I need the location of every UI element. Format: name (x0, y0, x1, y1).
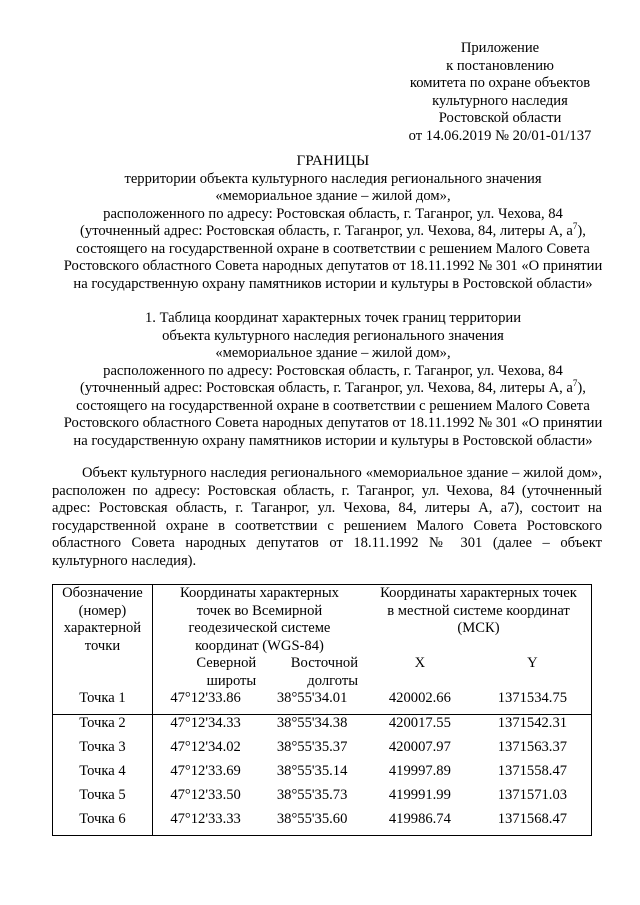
heading-line-text: ), (577, 223, 586, 239)
heading-superscript: 7 (572, 221, 578, 231)
table-heading-line: объекта культурного наследия регионального значения (162, 327, 504, 344)
heading-line: Ростовского областного Совета народных депутатов от 18.11.1992 № 301 «О принятии (63, 258, 603, 274)
table-row (53, 787, 592, 811)
header-text: Северной (196, 655, 257, 671)
header-text: (МСК) (457, 620, 500, 636)
header-designation (53, 585, 153, 691)
body-paragraph-text: Объект культурного наследия регионального «мемориальное здание – жилой дом», расположен по адресу: Ростовская область, г. Таганрог, ул. Чехова, 84 (уточненный адрес: Ростовская область, г. Таганрог, ул. Чехова, 84, литеры А, а7), состоит на государственной охране в соответствии с решением Малого Совета Ростовского областного Совета народных депутатов от 18.11.1992 № 301 (далее – объект культурного наследия). (52, 465, 602, 569)
header-text: в местной системе координат (387, 602, 570, 619)
header-text: Обозначение (62, 585, 143, 601)
table-heading-line (38, 380, 628, 398)
table-heading-line-text: ), (577, 380, 586, 396)
cell-y: 1371568.47 (474, 811, 592, 836)
cell-lon: 38°55'35.73 (276, 787, 348, 803)
cell-y: 1371558.47 (474, 763, 592, 787)
heading-line: на государственную охрану памятников истории и культуры в Ростовской области» (73, 275, 593, 292)
table-heading-line-text: (уточненный адрес: Ростовская область, г. Таганрог, ул. Чехова, 84, литеры А, а (80, 380, 573, 396)
header-text: характерной (63, 620, 142, 636)
table-heading-line: 1. Таблица координат характерных точек границ территории (144, 310, 522, 326)
cell-lon: 38°55'35.14 (276, 763, 348, 779)
header-text: Восточной (290, 655, 359, 671)
header-text: Координаты характерных точек (380, 585, 577, 601)
heading-line (38, 223, 628, 241)
header-x: X (414, 655, 426, 671)
table-row (53, 739, 592, 763)
header-text: геодезической системе (188, 620, 331, 636)
table-heading-line: состоящего на государственной охране в соответствии с решением Малого Совета (76, 397, 590, 414)
body-paragraph (52, 465, 602, 570)
header-text: долготы (307, 672, 359, 689)
cell-lon: 38°55'35.37 (276, 739, 348, 755)
cell-lon: 38°55'34.01 (276, 690, 348, 706)
cell-lon: 38°55'35.60 (258, 811, 366, 836)
table-heading-line: на государственную охрану памятников истории и культуры в Ростовской области» (73, 432, 593, 449)
annex-line: комитета по охране объектов (409, 75, 591, 91)
table-heading-line: расположенного по адресу: Ростовская область, г. Таганрог, ул. Чехова, 84 (103, 362, 563, 379)
annex-line: от 14.06.2019 № 20/01-01/137 (408, 127, 592, 144)
header-wgs (152, 585, 366, 656)
cell-x: 420017.55 (366, 715, 474, 740)
table-row (53, 763, 592, 787)
table-heading-line: «мемориальное здание – жилой дом», (215, 345, 451, 361)
cell-x: 419986.74 (366, 811, 474, 836)
document-heading (38, 153, 628, 293)
table-heading (38, 310, 628, 450)
header-text: точки (84, 637, 121, 654)
cell-lat: 47°12'33.50 (170, 787, 241, 803)
header-text: точек во Всемирной (196, 602, 323, 619)
header-lon (258, 655, 366, 690)
table-heading-superscript: 7 (572, 378, 578, 388)
cell-point: Точка 5 (53, 787, 153, 811)
annex-line: Ростовской области (438, 110, 562, 126)
heading-line: расположенного по адресу: Ростовская область, г. Таганрог, ул. Чехова, 84 (103, 205, 563, 222)
cell-lat: 47°12'34.02 (170, 739, 241, 755)
cell-point: Точка 6 (53, 811, 153, 836)
cell-y: 1371563.37 (474, 739, 592, 763)
cell-x: 419991.99 (388, 787, 451, 803)
header-y: Y (474, 655, 592, 690)
cell-x: 419997.89 (388, 763, 451, 779)
annex-line: культурного наследия (432, 92, 568, 109)
cell-lat: 47°12'33.86 (170, 690, 241, 706)
annex-block (380, 40, 620, 145)
header-text: (номер) (78, 602, 127, 619)
table-header-row (53, 585, 592, 656)
header-msk (366, 585, 591, 656)
heading-line-text: (уточненный адрес: Ростовская область, г. Таганрог, ул. Чехова, 84, литеры А, а (80, 223, 573, 239)
cell-lat: 47°12'34.33 (152, 715, 258, 740)
cell-lat: 47°12'33.69 (170, 763, 241, 779)
heading-line: территории объекта культурного наследия регионального значения (124, 170, 542, 187)
cell-point: Точка 4 (53, 763, 153, 787)
heading-line: «мемориальное здание – жилой дом», (215, 188, 451, 204)
table-heading-line: Ростовского областного Совета народных депутатов от 18.11.1992 № 301 «О принятии (63, 415, 603, 431)
cell-x: 420002.66 (388, 690, 451, 706)
table-row (53, 715, 592, 740)
cell-y: 1371534.75 (474, 690, 592, 715)
header-text: координат (WGS-84) (195, 637, 324, 654)
annex-line: Приложение (460, 40, 540, 56)
cell-lat: 47°12'33.33 (152, 811, 258, 836)
header-text: Координаты характерных (179, 585, 339, 601)
annex-line: к постановлению (446, 57, 554, 74)
table-row (53, 811, 592, 836)
coordinates-table (52, 584, 592, 836)
cell-point: Точка 1 (53, 690, 153, 715)
cell-point: Точка 3 (53, 739, 153, 763)
header-lat (152, 655, 258, 690)
heading-line: состоящего на государственной охране в соответствии с решением Малого Совета (76, 240, 590, 257)
cell-y: 1371542.31 (474, 715, 592, 740)
cell-y: 1371571.03 (474, 787, 592, 811)
cell-lon: 38°55'34.38 (258, 715, 366, 740)
cell-x: 420007.97 (388, 739, 451, 755)
header-text: широты (206, 672, 257, 689)
cell-point: Точка 2 (53, 715, 153, 740)
table-row (53, 690, 592, 715)
document-title: ГРАНИЦЫ (296, 153, 370, 169)
